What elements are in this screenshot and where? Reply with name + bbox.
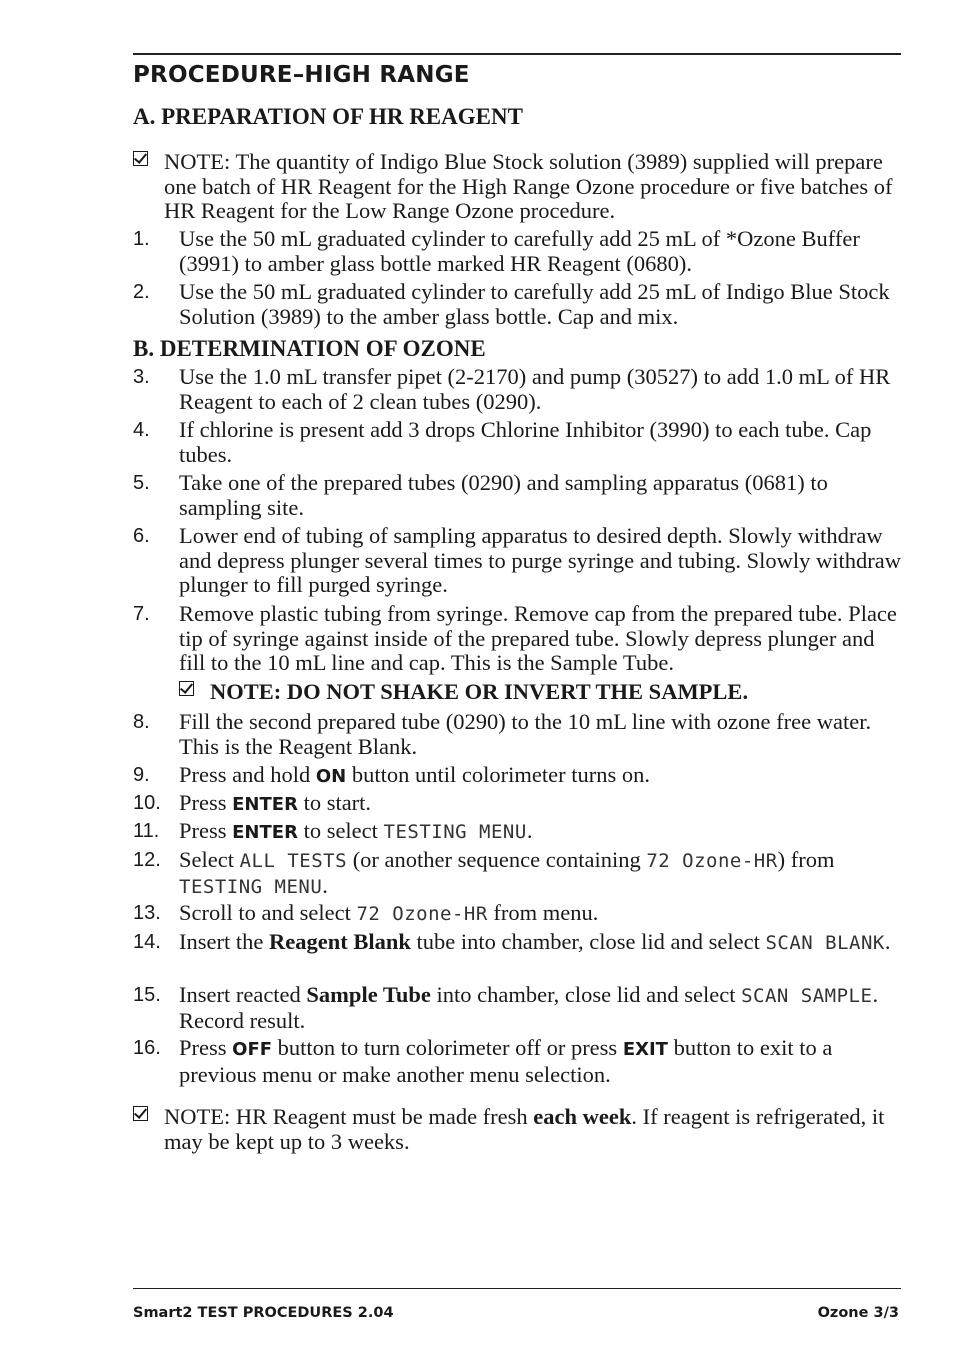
- lcd-menu-text: TESTING MENU: [179, 875, 323, 898]
- step-number: 4.: [133, 419, 150, 441]
- section-a-heading: A. PREPARATION OF HR REAGENT: [133, 104, 523, 129]
- step-text: Press ENTER to start.: [179, 790, 372, 815]
- lcd-menu-text: SCAN SAMPLE: [741, 985, 873, 1007]
- step-text: Press and hold ON button until colorimeter turns on.: [179, 762, 650, 787]
- step-text: Select ALL TESTS (or another sequence containing 72 Ozone-HR) from TESTING MENU.: [179, 847, 835, 898]
- checkbox-icon: [133, 151, 148, 166]
- step-text: Use the 50 mL graduated cylinder to carefully add 25 mL of Indigo Blue Stock Solution (3989) to the amber glass bottle. Cap and mix.: [179, 279, 890, 329]
- step-number: 3.: [133, 366, 150, 388]
- step-text: Remove plastic tubing from syringe. Remove cap from the prepared tube. Place tip of syringe against inside of the prepared tube. Slowly depress plunger and fill to the 10 mL line and cap. This is the Sample Tube.: [179, 601, 897, 675]
- step-number: 1.: [133, 228, 150, 250]
- lcd-menu-text: ALL TESTS: [239, 850, 348, 872]
- step-number: 2.: [133, 281, 150, 303]
- note-indigo-quantity: [133, 150, 903, 224]
- note-text: NOTE: HR Reagent must be made fresh each week. If reagent is refrigerated, it may be kept up to 3 weeks.: [164, 1104, 885, 1154]
- checkbox-icon: [179, 681, 194, 696]
- step-text: Use the 1.0 mL transfer pipet (2-2170) and pump (30527) to add 1.0 mL of HR Reagent to each of 2 clean tubes (0290).: [179, 364, 891, 414]
- step-number: 7.: [133, 603, 150, 625]
- step-text: Lower end of tubing of sampling apparatus to desired depth. Slowly withdraw and depress plunger several times to purge syringe and tubing. Slowly withdraw plunger to fill purged syringe.: [179, 523, 901, 597]
- step-number: 6.: [133, 525, 150, 547]
- note-text: NOTE: The quantity of Indigo Blue Stock solution (3989) supplied will prepare one batch of HR Reagent for the High Range Ozone procedure or five batches of HR Reagent for the Low Range Ozone procedure.: [164, 149, 893, 223]
- lcd-menu-text: SCAN BLANK: [765, 932, 885, 954]
- page-heading: PROCEDURE–HIGH RANGE: [133, 62, 470, 88]
- step-number: 14.: [133, 931, 161, 953]
- step-text: Use the 50 mL graduated cylinder to carefully add 25 mL of *Ozone Buffer (3991) to amber glass bottle marked HR Reagent (0680).: [179, 226, 860, 276]
- step-text: Press ENTER to select TESTING MENU.: [179, 818, 533, 843]
- step-text: Fill the second prepared tube (0290) to the 10 mL line with ozone free water. This is the Reagent Blank.: [179, 709, 872, 759]
- enter-key-label: ENTER: [232, 794, 298, 815]
- step-text: Take one of the prepared tubes (0290) and sampling apparatus (0681) to sampling site.: [179, 470, 828, 520]
- section-b-heading: B. DETERMINATION OF OZONE: [133, 336, 486, 361]
- lcd-menu-text: TESTING MENU: [383, 821, 527, 843]
- off-key-label: OFF: [232, 1039, 273, 1060]
- step-text: Insert reacted Sample Tube into chamber, close lid and select SCAN SAMPLE. Record result.: [179, 982, 879, 1033]
- note-text: NOTE: DO NOT SHAKE OR INVERT THE SAMPLE.: [210, 679, 749, 704]
- step-number: 10.: [133, 792, 161, 814]
- on-key-label: ON: [315, 766, 347, 787]
- bottom-rule: [133, 1288, 901, 1289]
- exit-key-label: EXIT: [622, 1039, 668, 1060]
- step-number: 11.: [133, 820, 160, 842]
- step-number: 5.: [133, 472, 150, 494]
- step-number: 15.: [133, 984, 161, 1006]
- step-text: Insert the Reagent Blank tube into chamber, close lid and select SCAN BLANK.: [179, 929, 891, 954]
- step-number: 13.: [133, 902, 161, 924]
- enter-key-label: ENTER: [232, 822, 298, 843]
- step-number: 16.: [133, 1037, 161, 1059]
- step-text: Scroll to and select 72 Ozone-HR from menu.: [179, 900, 599, 925]
- step-number: 12.: [133, 849, 161, 871]
- lcd-menu-text: 72 Ozone-HR: [646, 850, 778, 872]
- footer-left: Smart2 TEST PROCEDURES 2.04: [133, 1305, 394, 1321]
- checkbox-icon: [133, 1106, 148, 1121]
- lcd-menu-text: 72 Ozone-HR: [356, 903, 488, 925]
- step-text: Press OFF button to turn colorimeter off or press EXIT button to exit to a previous menu or make another menu selection.: [179, 1035, 833, 1087]
- footer-right: Ozone 3/3: [817, 1305, 899, 1321]
- step-text: If chlorine is present add 3 drops Chlorine Inhibitor (3990) to each tube. Cap tubes.: [179, 417, 872, 467]
- step-number: 8.: [133, 711, 150, 733]
- step-number: 9.: [133, 764, 150, 786]
- top-rule: [133, 53, 901, 55]
